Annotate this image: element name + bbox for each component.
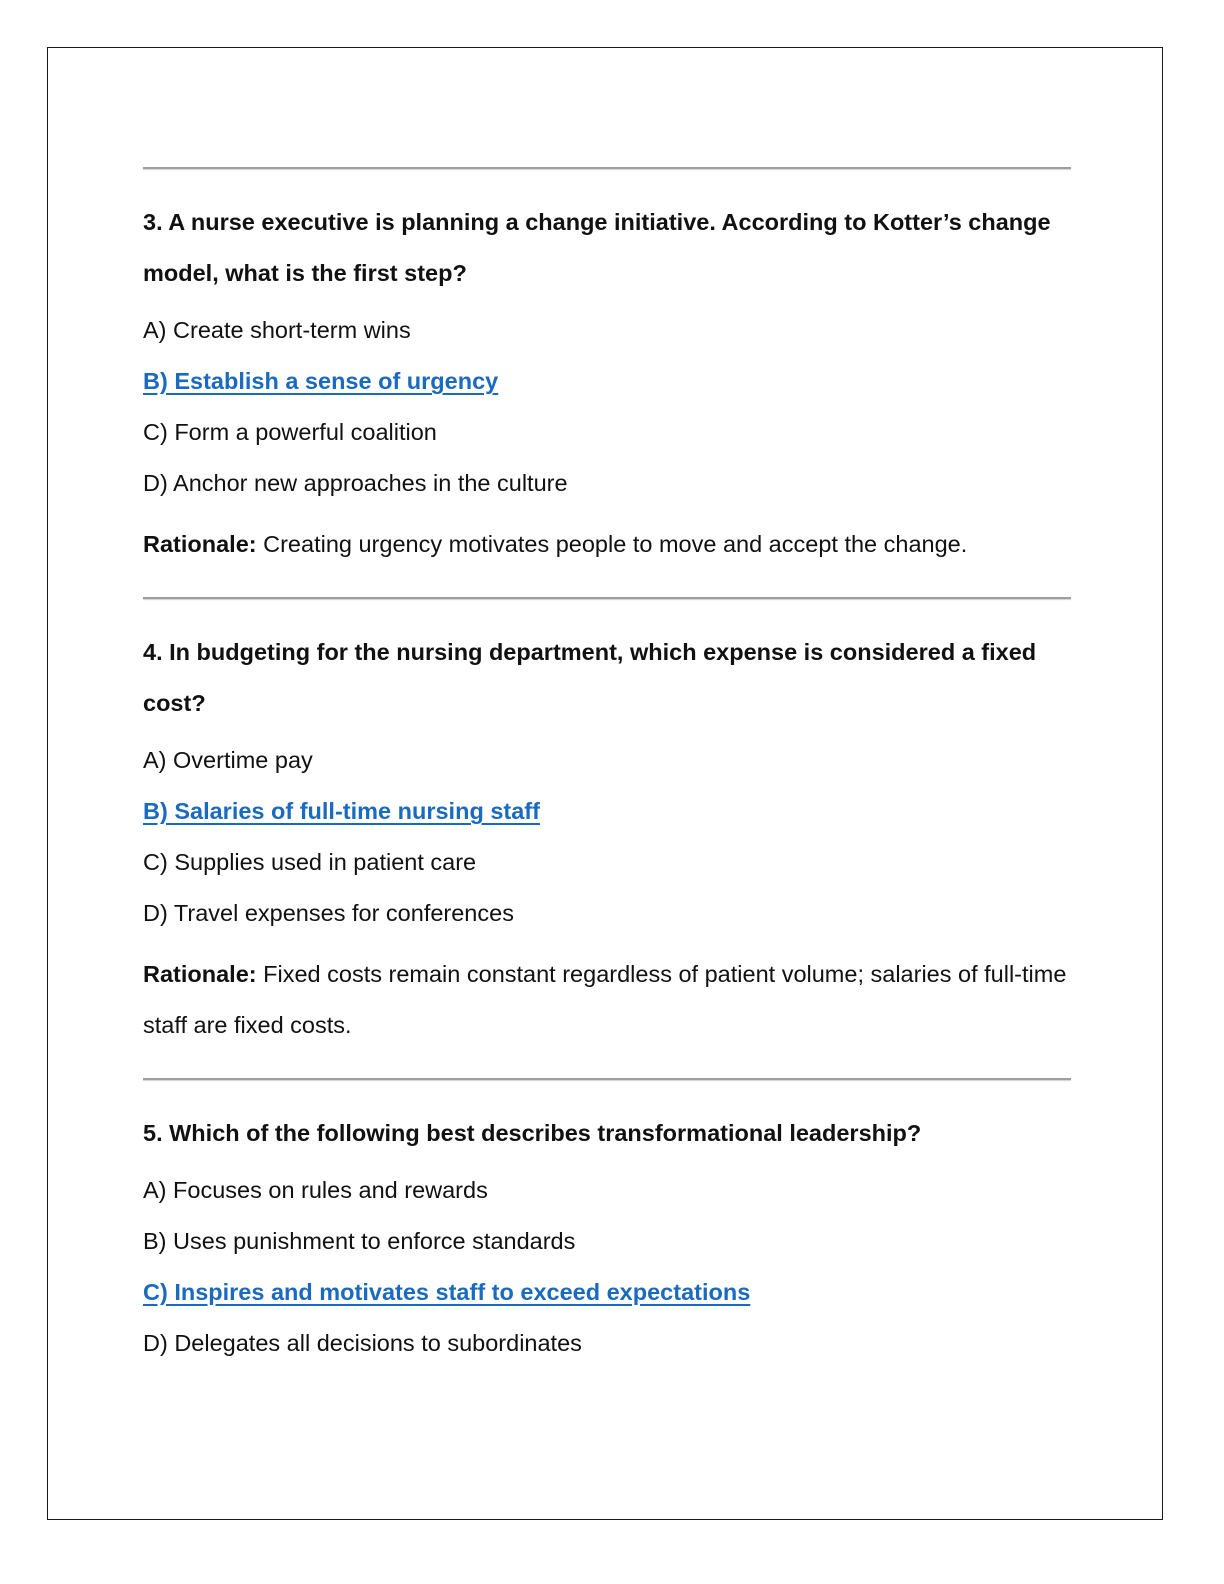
question-block-5	[143, 1078, 1071, 1369]
option-a: A) Create short-term wins	[143, 317, 411, 343]
option-b-correct-answer[interactable]: B) Establish a sense of urgency	[143, 368, 499, 394]
question-3-options	[143, 305, 1071, 509]
question-3-rationale	[143, 519, 1071, 570]
option-c: C) Supplies used in patient care	[143, 849, 477, 875]
rationale-label: Rationale:	[143, 531, 257, 557]
divider	[143, 167, 1071, 169]
question-block-3	[143, 167, 1071, 570]
option-c-correct-answer[interactable]: C) Inspires and motivates staff to exceed expectations	[143, 1279, 751, 1305]
option-b: B) Uses punishment to enforce standards	[143, 1228, 576, 1254]
divider	[143, 1078, 1071, 1080]
option-b-correct-answer[interactable]: B) Salaries of full-time nursing staff	[143, 798, 540, 824]
question-5-options	[143, 1165, 1071, 1369]
question-4-rationale	[143, 949, 1071, 1051]
question-4-options	[143, 735, 1071, 939]
option-c: C) Form a powerful coalition	[143, 419, 437, 445]
page-content	[143, 150, 1071, 1396]
option-a: A) Overtime pay	[143, 747, 313, 773]
divider	[143, 597, 1071, 599]
rationale-text: Creating urgency motivates people to move and accept the change.	[256, 531, 968, 557]
rationale-text: Fixed costs remain constant regardless of patient volume; salaries of full-time staff are fixed costs.	[143, 961, 1067, 1038]
question-5-text: 5. Which of the following best describes transformational leadership?	[143, 1120, 922, 1146]
question-block-4	[143, 597, 1071, 1051]
question-4-text: 4. In budgeting for the nursing department, which expense is considered a fixed cost?	[143, 639, 1037, 716]
option-d: D) Travel expenses for conferences	[143, 900, 514, 926]
option-d: D) Anchor new approaches in the culture	[143, 470, 568, 496]
option-a: A) Focuses on rules and rewards	[143, 1177, 488, 1203]
question-3-text: 3. A nurse executive is planning a change initiative. According to Kotter’s change model, what is the first step?	[143, 209, 1051, 286]
rationale-label: Rationale:	[143, 961, 257, 987]
option-d: D) Delegates all decisions to subordinates	[143, 1330, 582, 1356]
